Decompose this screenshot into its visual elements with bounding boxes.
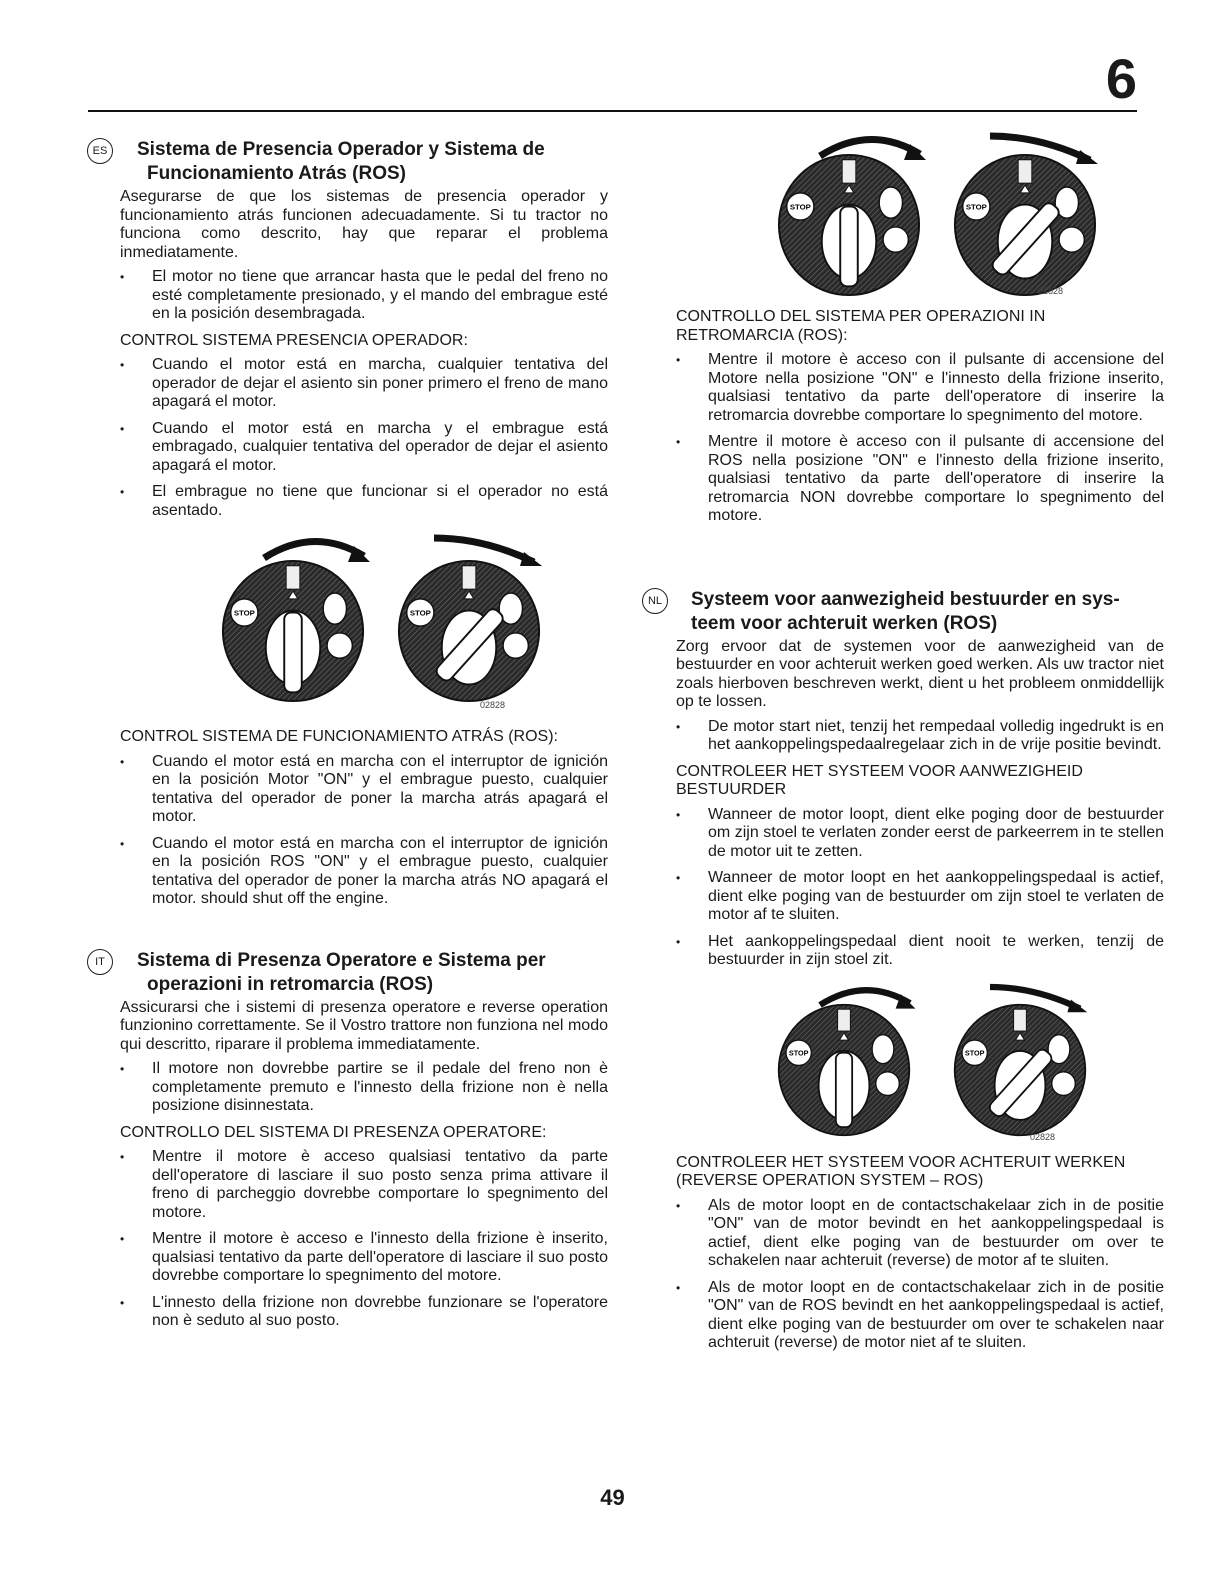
list-item: • El embrague no tiene que funcionar si el operador no está asentado. bbox=[120, 483, 608, 520]
nl-ros-heading: CONTROLEER HET SYSTEEM VOOR ACHTERUIT WERKEN (REVERSE OPERATION SYSTEM – ROS) bbox=[676, 1153, 1126, 1189]
nl-ros-list bbox=[676, 1197, 1164, 1353]
list-item: • Cuando el motor está en marcha con el interruptor de ignición en la posición Motor "ON" y el embrague puesto, cualquier tentativa del operador de poner la marcha atrás apagará el motor. bbox=[120, 753, 608, 827]
section-es bbox=[92, 138, 608, 909]
list-item: • Cuando el motor está en marcha, cualquier tentativa del operador de dejar el asiento sin poner primero el freno de mano apagará el motor. bbox=[120, 356, 608, 412]
nl-ignition-figure bbox=[740, 978, 1100, 1144]
list-item: • Het aankoppelingspedaal dient nooit te werken, tenzij de bestuurder in zijn stoel zit. bbox=[676, 933, 1164, 970]
es-language-badge: ES bbox=[87, 138, 113, 164]
it-bullets-initial bbox=[120, 1060, 608, 1116]
it-intro: Assicurarsi che i sistemi di presenza operatore e reverse operation funzionino correttamente. Se il Vostro trattore non funziona nel modo qui descritto, riparare il problema immediatamente. bbox=[120, 998, 608, 1053]
es-bullets-initial bbox=[120, 268, 608, 324]
ignition-knob-ros-icon bbox=[952, 1002, 1088, 1138]
es-intro: Asegurarse de que los sistemas de presencia operador y funcionamiento atrás funcionen adecuadamente. Si tu tractor no funciona como descrito, hay que reparar el problema inmediatamente. bbox=[120, 188, 608, 261]
es-title-line1: Sistema de Presencia Operador y Sistema de bbox=[137, 139, 545, 160]
nl-intro: Zorg ervoor dat de systemen voor de aanwezigheid van de bestuurder en voor achteruit werken goed werken. Als uw tractor niet zoals hierboven beschreven werkt, dient u het probleem onmiddellijk op te lossen. bbox=[676, 637, 1164, 710]
list-item: • Cuando el motor está en marcha y el embrague está embragado, cualquier tentativa del operador de dejar el asiento apagará el motor. bbox=[120, 420, 608, 476]
section-it bbox=[95, 949, 608, 1331]
es-presence-list bbox=[120, 356, 608, 520]
ignition-knob-ros-icon bbox=[952, 152, 1098, 298]
nl-presence-list bbox=[676, 806, 1164, 970]
es-presence-heading: CONTROL SISTEMA PRESENCIA OPERADOR: bbox=[120, 331, 468, 349]
it-bullet: • Il motore non dovrebbe partire se il pedale del freno non è completamente premuto e l'innesto della frizione non è nella posizione disinnestata. bbox=[120, 1060, 608, 1116]
nl-title bbox=[692, 588, 1164, 636]
es-ros-heading: CONTROL SISTEMA DE FUNCIONAMIENTO ATRÁS (ROS): bbox=[120, 728, 558, 745]
list-item: • Als de motor loopt en de contactschakelaar zich in de positie "ON" van de ROS bevindt en het aankoppelingspedaal is actief, dient elke poging van de bestuurder om over te schakelen naar achteruit (reverse) de motor niet af te sluiten. bbox=[676, 1279, 1164, 1353]
ignition-knob-engine-icon bbox=[220, 558, 366, 704]
ignition-knob-ros-icon bbox=[396, 558, 542, 704]
right-column bbox=[647, 118, 1164, 1361]
nl-heading bbox=[647, 588, 1164, 636]
list-item: • Mentre il motore è acceso con il pulsante di accensione del Motore nella posizione "ON" e l'innesto della frizione inserito, qualsiasi tentativo da parte dell'operatore di inserire la retromarcia dovrebbe comportare lo spegnimento del motore. bbox=[676, 351, 1164, 425]
ignition-knob-engine-icon bbox=[776, 1002, 912, 1138]
section-nl bbox=[647, 588, 1164, 1353]
list-item: • Wanneer de motor loopt, dient elke poging door de bestuurder om zijn stoel te verlaten zonder eerst de parkeerrem in te stellen de motor uit te zetten. bbox=[676, 806, 1164, 862]
page-number: 49 bbox=[600, 1485, 625, 1510]
it-title-line2: operazioni in retromarcia (ROS) bbox=[147, 973, 434, 995]
es-ros-list bbox=[120, 753, 608, 909]
it-heading bbox=[95, 949, 608, 997]
it-language-badge: IT bbox=[87, 949, 113, 975]
list-item: • Mentre il motore è acceso e l'innesto della frizione è inserito, qualsiasi tentativo da parte dell'operatore di lasciare il suo posto dovrebbe comportare lo spegnimento del motore. bbox=[120, 1230, 608, 1286]
nl-bullet: • De motor start niet, tenzij het rempedaal volledig ingedrukt is en het aankoppelingspedaalregelaar zich in de vrije positie bevindt. bbox=[676, 718, 1164, 755]
nl-bullets-initial bbox=[676, 718, 1164, 755]
it-title bbox=[138, 949, 608, 997]
es-ignition-figure bbox=[184, 528, 544, 718]
es-heading bbox=[92, 138, 608, 186]
figure-code: 02828 bbox=[480, 700, 506, 710]
it-title-line1: Sistema di Presenza Operatore e Sistema per bbox=[137, 949, 546, 971]
es-title-line2: Funcionamiento Atrás (ROS) bbox=[147, 163, 406, 184]
rotation-arrow-icon bbox=[980, 126, 1100, 166]
ignition-knob-engine-icon bbox=[776, 152, 922, 298]
list-item: • Wanneer de motor loopt en het aankoppelingspedaal is actief, dient elke poging van de bestuurder om zijn stoel te verlaten de motor af te sluiten. bbox=[676, 869, 1164, 925]
left-column bbox=[92, 138, 608, 1339]
rotation-arrow-icon bbox=[424, 528, 544, 568]
it-ignition-figure bbox=[740, 126, 1100, 298]
rotation-arrow-icon bbox=[254, 528, 374, 568]
nl-title-line2: teem voor achteruit werken (ROS) bbox=[691, 612, 998, 634]
list-item: • Cuando el motor está en marcha con el interruptor de ignición en la posición ROS "ON" y el embrague puesto, cualquier tentativa del operador de poner la marcha atrás NO apagará el motor. should shut off the engine. bbox=[120, 835, 608, 909]
it-presence-list bbox=[120, 1148, 608, 1331]
nl-language-badge: NL bbox=[642, 588, 668, 614]
rotation-arrow-icon bbox=[810, 978, 920, 1014]
it-ros-list bbox=[676, 351, 1164, 526]
es-title bbox=[138, 138, 608, 186]
list-item: • L'innesto della frizione non dovrebbe funzionare se l'operatore non è seduto al suo posto. bbox=[120, 1294, 608, 1331]
it-presence-heading: CONTROLLO DEL SISTEMA DI PRESENZA OPERATORE: bbox=[120, 1123, 547, 1141]
nl-title-line1: Systeem voor aanwezigheid bestuurder en sys- bbox=[691, 588, 1120, 610]
it-ros-heading: CONTROLLO DEL SISTEMA PER OPERAZIONI IN RETROMARCIA (ROS): bbox=[676, 308, 1046, 344]
header-rule bbox=[88, 110, 1137, 112]
figure-code: 02828 bbox=[1038, 286, 1064, 296]
rotation-arrow-icon bbox=[810, 126, 930, 166]
list-item: • Mentre il motore è acceso qualsiasi tentativo da parte dell'operatore di lasciare il suo posto senza prima attivare il freno di parcheggio dovrebbe comportare lo spegnimento del motore. bbox=[120, 1148, 608, 1222]
list-item: • Mentre il motore è acceso con il pulsante di accensione del ROS nella posizione "ON" e l'innesto della frizione inserito, qualsiasi tentativo da parte dell'operatore di inserire la retromarcia NON dovrebbe comportare lo spegnimento del motore. bbox=[676, 433, 1164, 526]
nl-presence-heading: CONTROLEER HET SYSTEEM VOOR AANWEZIGHEID BESTUURDER bbox=[676, 762, 1083, 798]
figure-code: 02828 bbox=[1030, 1131, 1056, 1142]
es-bullet: • El motor no tiene que arrancar hasta que le pedal del freno no esté completamente presionado, y el mando del embrague esté en la posición desembragada. bbox=[120, 268, 608, 324]
chapter-number: 6 bbox=[1105, 47, 1137, 110]
rotation-arrow-icon bbox=[980, 978, 1090, 1014]
list-item: • Als de motor loopt en de contactschakelaar zich in de positie "ON" van de motor bevindt en het aankoppelingspedaal is actief, dient elke poging van de bestuurder om over te schakelen naar achteruit (reverse) de motor af te sluiten. bbox=[676, 1197, 1164, 1271]
